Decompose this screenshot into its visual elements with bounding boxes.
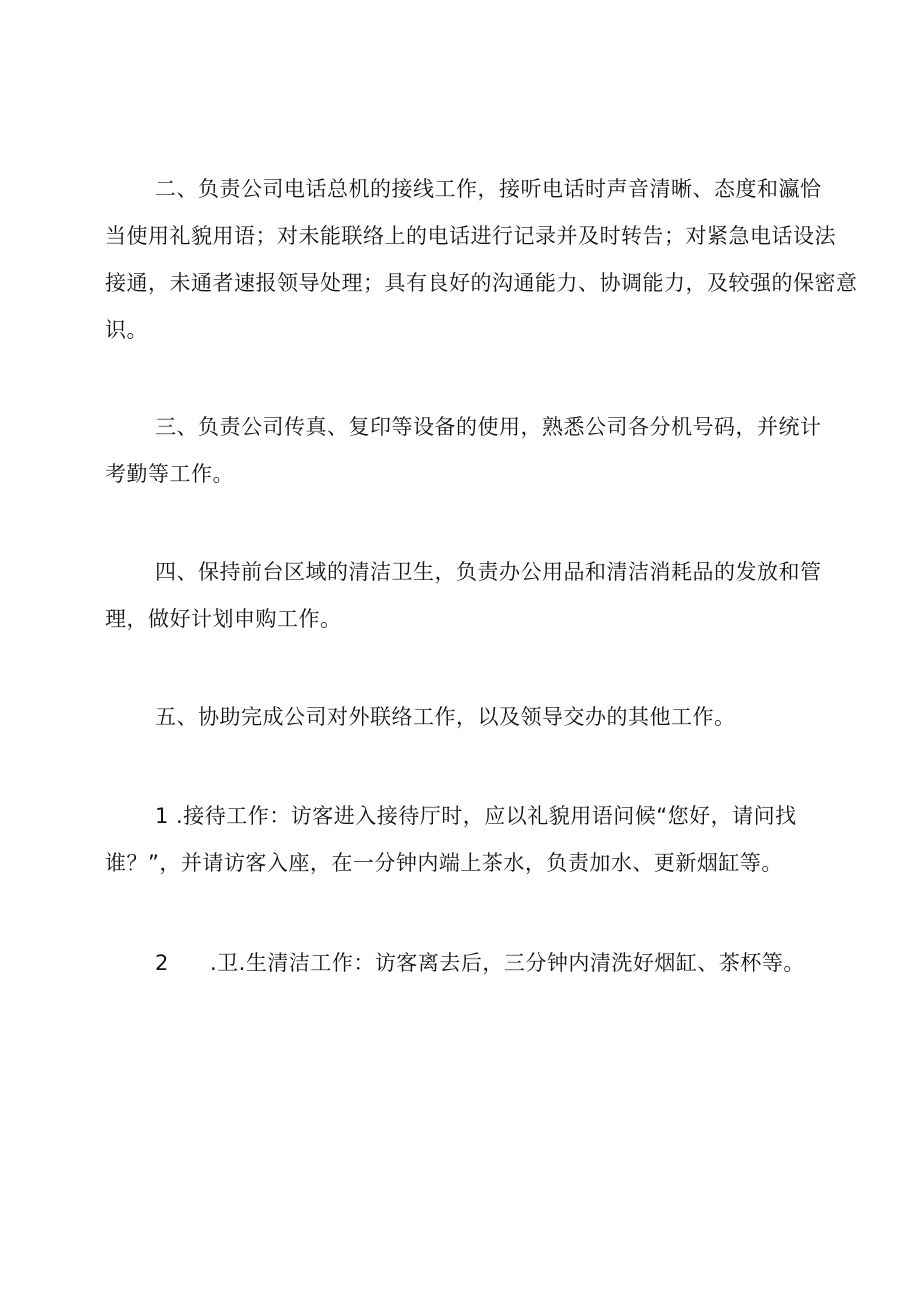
paragraph-line: 考勤等工作。 — [105, 462, 234, 486]
paragraph-line: 识。 — [105, 318, 148, 342]
paragraph-line — [105, 940, 835, 987]
paragraph-two — [105, 166, 858, 354]
paragraph-line: 四、保持前台区域的清洁卫生，负责办公用品和清洁消耗品的发放和管 — [155, 560, 822, 584]
item-two-cleaning — [105, 940, 835, 987]
item-number: 1 — [155, 804, 169, 828]
paragraph-line: 理，做好计划申购工作。 — [105, 607, 342, 631]
paragraph-four — [105, 549, 835, 643]
item-number: 2 — [155, 951, 169, 975]
item-one-reception — [105, 793, 835, 887]
paragraph-line: 三、负责公司传真、复印等设备的使用，熟悉公司各分机号码，并统计 — [155, 415, 822, 439]
paragraph-line: 接通，未通者速报领导处理；具有良好的沟通能力、协调能力，及较强的保密意 — [105, 271, 858, 295]
paragraph-line: 二、负责公司电话总机的接线工作，接听电话时声音清晰、态度和瀛恰 — [155, 177, 822, 201]
item-text: .卫.生清洁工作：访客离去后，三分钟内清洗好烟缸、茶杯等。 — [210, 951, 805, 975]
paragraph-line — [105, 793, 835, 840]
paragraph-line: 谁？”，并请访客入座，在一分钟内端上茶水，负责加水、更新烟缸等。 — [105, 851, 783, 875]
paragraph-three — [105, 404, 835, 498]
paragraph-five — [105, 694, 835, 741]
item-text: .接待工作：访客进入接待厅时，应以礼貌用语问候“您好，请问找 — [168, 804, 797, 828]
paragraph-line: 五、协助完成公司对外联络工作，以及领导交办的其他工作。 — [155, 705, 736, 729]
paragraph-line: 当使用礼貌用语；对未能联络上的电话进行记录并及时转告；对紧急电话设法 — [105, 224, 836, 248]
